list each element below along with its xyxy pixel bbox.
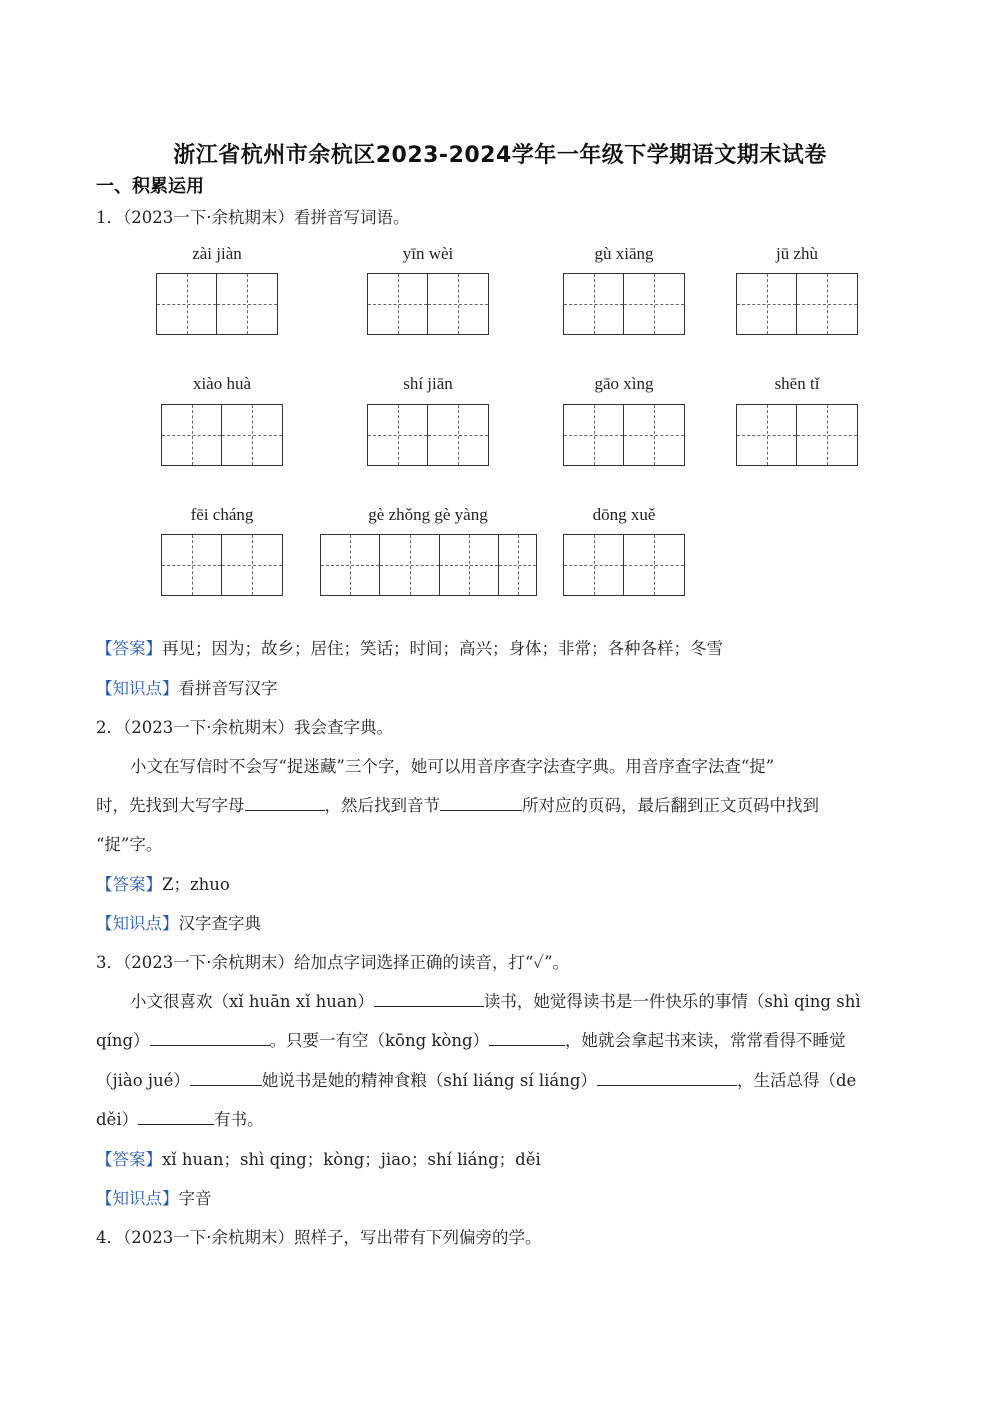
writing-grid[interactable]: [161, 404, 283, 466]
question-source: （2023一下·余杭期末）: [123, 1228, 294, 1247]
text-segment: 所对应的页码，最后翻到正文页码中找到: [522, 796, 819, 815]
text-segment: ，生活总: [736, 1071, 803, 1090]
question-number: 4．: [96, 1228, 123, 1247]
dotted-word: 得: [802, 1071, 820, 1090]
answer-tag: 【答案】: [96, 875, 162, 894]
pinyin-label: gù xiāng: [594, 244, 654, 263]
answer-text: xǐ huan；shì qing；kòng；jiao；shí liáng；děi: [162, 1150, 541, 1169]
writing-grid[interactable]: [563, 404, 685, 466]
answer-blank[interactable]: [245, 796, 325, 811]
knowledge-point-tag: 【知识点】: [96, 1189, 179, 1208]
answer-blank[interactable]: [150, 1031, 270, 1046]
answer-blank[interactable]: [597, 1071, 737, 1086]
writing-grid[interactable]: [367, 404, 489, 466]
paragraph-line: 小文在写信时不会写“捉迷藏”三个字，她可以用音序查字法查字典。用音序查字法查“捉”: [130, 757, 775, 776]
answer-blank[interactable]: [138, 1110, 214, 1125]
text-segment: 她说书是她的精神: [261, 1071, 394, 1090]
pinyin-label: yīn wèi: [402, 244, 454, 263]
answer-tag: 【答案】: [96, 639, 162, 658]
text-segment: ，然后找到音节: [324, 796, 440, 815]
writing-grid[interactable]: [156, 273, 278, 335]
pinyin-options: （de: [819, 1071, 857, 1090]
writing-grid[interactable]: [161, 534, 283, 596]
answer-text: 再见；因为；故乡；居住；笑话；时间；高兴；身体；非常；各种各样；冬雪: [162, 639, 723, 658]
pinyin-options: qíng）: [96, 1031, 150, 1050]
paragraph-line: “捉”字。: [96, 835, 163, 854]
section-heading: 一、积累运用: [96, 176, 204, 197]
pinyin-label: gāo xìng: [594, 374, 654, 393]
pinyin-options: （xǐ huān xǐ huan）: [212, 992, 374, 1011]
answer-tag: 【答案】: [96, 1150, 162, 1169]
question-number: 1．: [96, 208, 123, 227]
text-segment: 读书，她觉得读书是一件快乐的: [483, 992, 715, 1011]
pinyin-options: （kōng kòng）: [368, 1031, 490, 1050]
pinyin-label: fēi cháng: [190, 505, 254, 524]
pinyin-label: jū zhù: [775, 244, 819, 263]
writing-grid[interactable]: [736, 273, 858, 335]
knowledge-point-line: [96, 1185, 212, 1209]
pinyin-options: （shí liáng sí liáng）: [426, 1071, 597, 1090]
question-1: [96, 204, 410, 228]
pinyin-label: xiào huà: [192, 374, 252, 393]
question-number: 3．: [96, 953, 123, 972]
question-text: 看拼音写词语。: [294, 208, 410, 227]
question-3: [96, 949, 569, 973]
answer-line: [96, 871, 230, 895]
paragraph-line: [96, 1067, 856, 1091]
page-title: 浙江省杭州市余杭区2023-2024学年一年级下学期语文期末试卷: [173, 143, 827, 168]
text-segment: 时，先找到大写字母: [96, 796, 245, 815]
answer-line: [96, 635, 723, 659]
paragraph-line: [130, 988, 861, 1012]
question-source: （2023一下·余杭期末）: [123, 208, 294, 227]
writing-grid[interactable]: [320, 534, 537, 596]
text-segment: 有书。: [214, 1110, 264, 1129]
writing-grid[interactable]: [563, 273, 685, 335]
pinyin-label: shēn tǐ: [774, 374, 820, 393]
writing-grid[interactable]: [367, 273, 489, 335]
paragraph-line: [96, 1027, 846, 1051]
pinyin-options: （jiào jué）: [96, 1071, 190, 1090]
paragraph-line: [96, 1106, 264, 1130]
text-segment: 。只要一有: [269, 1031, 353, 1050]
answer-text: Z；zhuo: [162, 875, 230, 894]
knowledge-point-line: [96, 675, 278, 699]
question-source: （2023一下·余杭期末）: [123, 953, 294, 972]
knowledge-point-text: 看拼音写汉字: [178, 679, 278, 698]
text-segment: ，她就会拿起书来读，常常看得不睡: [565, 1031, 830, 1050]
question-2: [96, 714, 393, 738]
pinyin-options: děi）: [96, 1110, 139, 1129]
answer-blank[interactable]: [374, 992, 484, 1007]
dotted-word: 空: [352, 1031, 369, 1050]
question-text: 我会查字典。: [294, 718, 393, 737]
dotted-word: 事情: [714, 992, 748, 1011]
answer-line: [96, 1146, 541, 1170]
answer-blank[interactable]: [489, 1031, 565, 1046]
answer-blank[interactable]: [440, 796, 522, 811]
knowledge-point-tag: 【知识点】: [96, 914, 179, 933]
question-text: 给加点字词选择正确的读音，打“✓”。: [294, 953, 570, 972]
dotted-word: 喜欢: [179, 992, 213, 1011]
writing-grid[interactable]: [736, 404, 858, 466]
question-source: （2023一下·余杭期末）: [123, 718, 294, 737]
writing-grid[interactable]: [563, 534, 685, 596]
knowledge-point-line: [96, 910, 261, 934]
dotted-word: 觉: [829, 1031, 846, 1050]
question-text: 照样子，写出带有下列偏旁的学。: [294, 1228, 542, 1247]
pinyin-label: shí jiān: [403, 374, 453, 393]
knowledge-point-tag: 【知识点】: [96, 679, 179, 698]
answer-blank[interactable]: [190, 1071, 262, 1086]
pinyin-label: dōng xuě: [592, 505, 656, 524]
text-segment: 小文很: [130, 992, 180, 1011]
pinyin-label: gè zhǒng gè yàng: [368, 505, 488, 524]
dotted-word: 食粮: [393, 1071, 427, 1090]
question-4: [96, 1224, 542, 1248]
pinyin-label: zài jiàn: [192, 244, 242, 263]
question-number: 2．: [96, 718, 123, 737]
knowledge-point-text: 字音: [178, 1189, 212, 1208]
paragraph-line: [96, 792, 819, 816]
knowledge-point-text: 汉字查字典: [178, 914, 261, 933]
pinyin-options: （shì qing shì: [747, 992, 861, 1011]
